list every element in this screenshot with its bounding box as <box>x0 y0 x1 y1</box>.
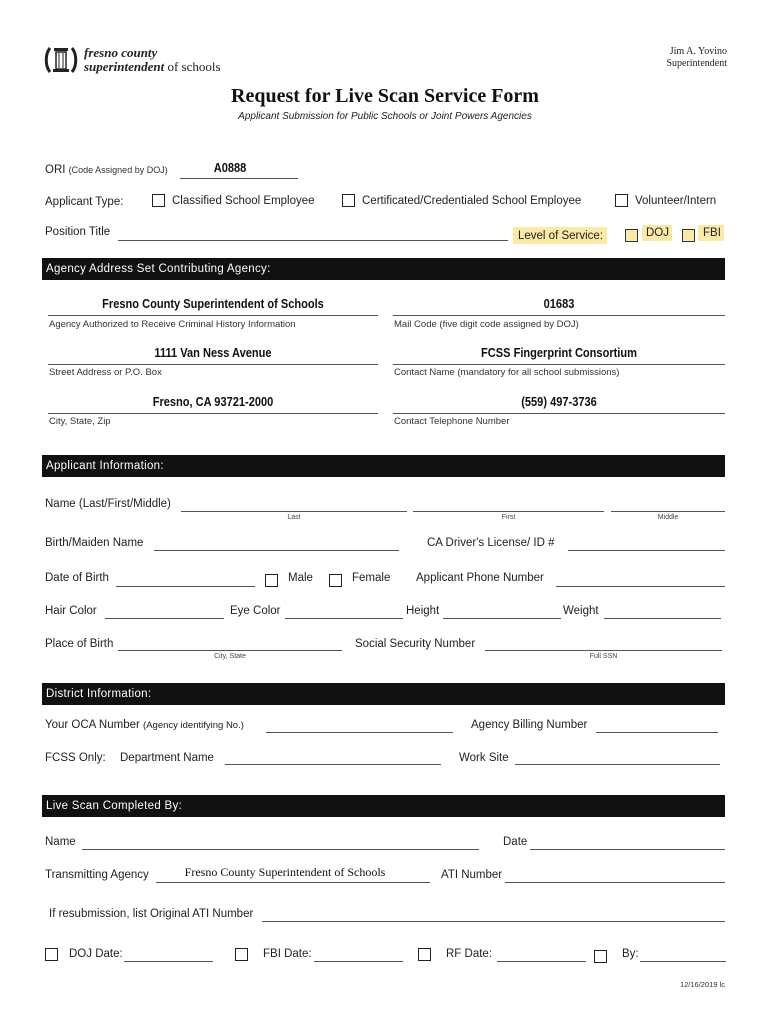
livescan-section-header: Live Scan Completed By: <box>42 795 725 817</box>
transmitting-label: Transmitting Agency <box>45 869 149 881</box>
pob-sublabel: City, State <box>214 653 246 660</box>
male-label: Male <box>288 572 313 584</box>
weight-label: Weight <box>563 605 599 617</box>
mail-code-value[interactable]: 01683 <box>543 296 575 311</box>
applicant-section-header: Applicant Information: <box>42 455 725 477</box>
pob-label: Place of Birth <box>45 638 114 650</box>
street-label: Street Address or P.O. Box <box>49 367 162 378</box>
license-line[interactable] <box>568 550 725 551</box>
weight-line[interactable] <box>604 618 721 619</box>
ori-value[interactable]: A0888 <box>213 160 247 175</box>
hair-line[interactable] <box>105 618 224 619</box>
work-site-label: Work Site <box>459 752 509 764</box>
height-line[interactable] <box>443 618 561 619</box>
ori-text: ORI <box>45 164 66 176</box>
ori-field-line <box>180 178 298 179</box>
form-title: Request for Live Scan Service Form <box>231 85 539 107</box>
applicant-type-label: Applicant Type: <box>45 196 124 208</box>
license-label: CA Driver's License/ ID # <box>427 537 555 549</box>
middle-sublabel: Middle <box>657 514 679 521</box>
billing-line[interactable] <box>596 732 718 733</box>
ssn-line[interactable] <box>485 650 722 651</box>
birth-name-line[interactable] <box>154 550 399 551</box>
doj-date-line[interactable] <box>124 961 213 962</box>
contact-name-label: Contact Name (mandatory for all school submissions) <box>394 367 620 378</box>
livescan-date-line[interactable] <box>530 849 725 850</box>
contact-name-value[interactable]: FCSS Fingerprint Consortium <box>481 345 637 360</box>
agency-name-value[interactable]: Fresno County Superintendent of Schools <box>102 296 324 311</box>
dob-label: Date of Birth <box>45 572 109 584</box>
phone-value[interactable]: (559) 497-3736 <box>521 394 597 409</box>
logo-line2-of-schools: of schools <box>167 59 221 74</box>
applicant-phone-line[interactable] <box>556 586 725 587</box>
fbi-checkbox[interactable] <box>682 229 695 242</box>
agency-name-line <box>48 315 378 316</box>
rf-date-label: RF Date: <box>446 948 493 960</box>
transmitting-line <box>156 882 430 883</box>
resubmission-label: If resubmission, list Original ATI Number <box>49 908 254 920</box>
first-name-line[interactable] <box>413 511 604 512</box>
livescan-name-line[interactable] <box>82 849 479 850</box>
eye-line[interactable] <box>285 618 403 619</box>
female-label: Female <box>352 572 391 584</box>
male-checkbox[interactable] <box>265 574 278 587</box>
work-site-line[interactable] <box>515 764 720 765</box>
fbi-date-line[interactable] <box>314 961 403 962</box>
superintendent-title: Superintendent <box>666 58 727 69</box>
logo-line2-superintendent: superintendent <box>84 59 165 74</box>
female-checkbox[interactable] <box>329 574 342 587</box>
doj-label: DOJ <box>646 227 669 239</box>
ssn-sublabel: Full SSN <box>589 653 618 660</box>
oca-line[interactable] <box>266 732 453 733</box>
phone-label: Contact Telephone Number <box>394 416 510 427</box>
pillar-logo-icon <box>44 44 78 76</box>
city-value[interactable]: Fresno, CA 93721-2000 <box>152 394 274 409</box>
by-line[interactable] <box>640 961 726 962</box>
transmitting-value[interactable]: Fresno County Superintendent of Schools <box>184 865 386 879</box>
hair-label: Hair Color <box>45 605 97 617</box>
mail-code-label: Mail Code (five digit code assigned by DOJ) <box>394 319 579 330</box>
ori-note: (Code Assigned by DOJ) <box>68 165 168 175</box>
rf-date-checkbox[interactable] <box>418 948 431 961</box>
fbi-date-label: FBI Date: <box>263 948 312 960</box>
volunteer-label: Volunteer/Intern <box>635 195 717 207</box>
city-label: City, State, Zip <box>49 416 111 427</box>
by-checkbox[interactable] <box>594 950 607 963</box>
form-subtitle: Applicant Submission for Public Schools or Joint Powers Agencies <box>238 111 532 122</box>
fbi-label: FBI <box>703 227 721 239</box>
logo-line2 <box>84 59 221 75</box>
ori-label <box>45 164 168 176</box>
fcss-only-label: FCSS Only: <box>45 752 106 764</box>
birth-name-label: Birth/Maiden Name <box>45 537 144 549</box>
last-name-line[interactable] <box>181 511 407 512</box>
livescan-date-label: Date <box>503 836 528 848</box>
oca-note: (Agency identifying No.) <box>143 720 244 731</box>
department-label: Department Name <box>120 752 214 764</box>
dob-line[interactable] <box>116 586 255 587</box>
mail-code-line <box>393 315 725 316</box>
city-line <box>48 413 378 414</box>
certificated-checkbox[interactable] <box>342 194 355 207</box>
eye-label: Eye Color <box>230 605 281 617</box>
middle-name-line[interactable] <box>611 511 725 512</box>
position-title-label: Position Title <box>45 226 111 238</box>
agency-name-label: Agency Authorized to Receive Criminal History Information <box>49 319 296 330</box>
name-label: Name (Last/First/Middle) <box>45 498 171 510</box>
contact-name-line <box>393 364 725 365</box>
doj-checkbox[interactable] <box>625 229 638 242</box>
height-label: Height <box>406 605 440 617</box>
billing-label: Agency Billing Number <box>471 719 588 731</box>
revision-footer: 12/16/2019 lc <box>679 980 725 989</box>
logo-line1: fresno county <box>84 45 158 60</box>
livescan-name-label: Name <box>45 836 76 848</box>
by-label: By: <box>622 948 639 960</box>
oca-text: Your OCA Number <box>45 719 140 731</box>
last-sublabel: Last <box>287 514 301 521</box>
certificated-label: Certificated/Credentialed School Employee <box>362 195 582 207</box>
doj-date-label: DOJ Date: <box>69 948 123 960</box>
street-value[interactable]: 1111 Van Ness Avenue <box>154 345 272 360</box>
department-line[interactable] <box>225 764 441 765</box>
agency-section-header: Agency Address Set Contributing Agency: <box>42 258 725 280</box>
classified-checkbox[interactable] <box>152 194 165 207</box>
applicant-phone-label: Applicant Phone Number <box>416 572 544 584</box>
oca-label <box>45 719 244 731</box>
level-of-service-label: Level of Service: <box>518 230 604 242</box>
district-section-header: District Information: <box>42 683 725 705</box>
volunteer-checkbox[interactable] <box>615 194 628 207</box>
classified-label: Classified School Employee <box>172 195 315 207</box>
position-title-line[interactable] <box>118 240 508 241</box>
doj-date-checkbox[interactable] <box>45 948 58 961</box>
logo <box>44 44 264 78</box>
ati-label: ATI Number <box>441 869 503 881</box>
ssn-label: Social Security Number <box>355 638 476 650</box>
fbi-date-checkbox[interactable] <box>235 948 248 961</box>
pob-line[interactable] <box>118 650 342 651</box>
street-line <box>48 364 378 365</box>
rf-date-line[interactable] <box>497 961 586 962</box>
resubmission-line[interactable] <box>262 921 725 922</box>
phone-line <box>393 413 725 414</box>
first-sublabel: First <box>501 514 516 521</box>
superintendent-name: Jim A. Yovino <box>669 46 727 57</box>
ati-line[interactable] <box>505 882 725 883</box>
